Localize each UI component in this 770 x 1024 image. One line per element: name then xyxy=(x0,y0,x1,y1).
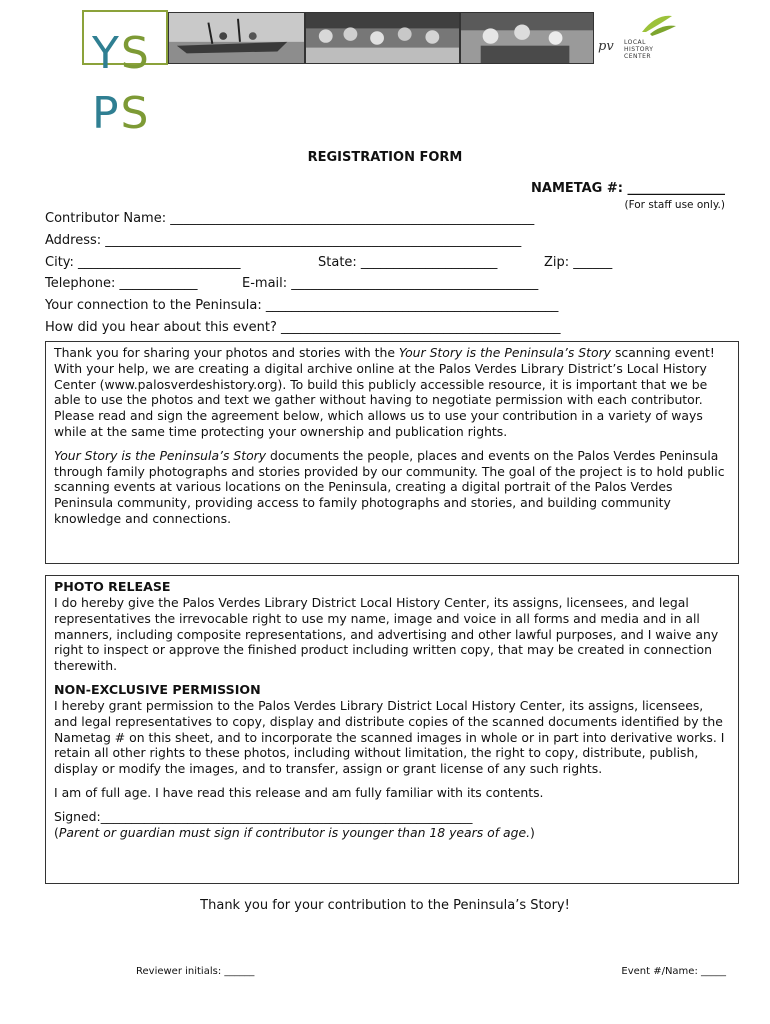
address-field[interactable]: Address: ________________________________________________________________ xyxy=(45,233,522,248)
historic-photo-boat xyxy=(168,12,305,64)
signature-block xyxy=(54,809,730,841)
connection-field[interactable]: Your connection to the Peninsula: _____________________________________________ xyxy=(45,298,559,313)
svg-text:HISTORY: HISTORY xyxy=(624,46,654,53)
intro-paragraph-1: Thank you for sharing your photos and stories with the Your Story is the Peninsula’s Story scanning event! With your help, we are creating a digital archive online at the Palos Verdes Library District’s Local History Center (www.palosverdeshistory.org). To build this publicly accessible resource, it is important that we be able to use the photos and text we gather without having to negotiate permission with each contributor. Please read and sign the agreement below, which allows us to use your contribution in a variety of ways while at the same time protecting your ownership and publication rights. xyxy=(54,345,715,439)
telephone-field[interactable]: Telephone: ____________ xyxy=(45,276,198,291)
guardian-note: (Parent or guardian must sign if contributor is younger than 18 years of age.) xyxy=(54,824,535,840)
historic-photo-group xyxy=(305,12,460,64)
age-statement: I am of full age. I have read this release and am fully familiar with its contents. xyxy=(54,784,544,800)
heard-about-field[interactable]: How did you hear about this event? ___________________________________________ xyxy=(45,320,561,335)
permission-text: I hereby grant permission to the Palos Verdes Library District Local History Center, its assigns, licensees, and legal representatives to copy, display and distribute copies of the scanned documents identified by the Nametag # on this sheet, and to incorporate the scanned images in whole or in part into derivative works. I retain all other rights to these photos, including without limitation, the right to copy, distribute, publish, display or modify the images, and to transfer, assign or grant license of any such rights. xyxy=(54,697,725,777)
svg-text:CENTER: CENTER xyxy=(624,53,652,60)
svg-text:LOCAL: LOCAL xyxy=(624,39,646,46)
historic-photo-family xyxy=(460,12,594,64)
nametag-field[interactable]: NAMETAG #: _______________ xyxy=(531,181,725,196)
zip-field[interactable]: Zip: ______ xyxy=(544,255,613,270)
signature-line[interactable]: Signed:____________________________________________________________ xyxy=(54,808,473,824)
photo-release-text: I do hereby give the Palos Verdes Library District Local History Center, its assigns, licensees, and legal representatives the irrevocable right to use my name, image and voice in all forms and media and in all manners, including composite representations, and advertising and other lawful purposes, and I waive any right to inspect or approve the finished product including written copy, that may be created in connection therewith. xyxy=(54,595,719,674)
release-box xyxy=(45,575,739,884)
intro-box xyxy=(45,341,739,564)
intro-paragraph-2: Your Story is the Peninsula’s Story documents the people, places and events on the Palos Verdes Peninsula through family photographs and stories provided by our community. The goal of the project is to hold public scanning events at various locations on the Peninsula, creating a digital portrait of the Palos Verdes Peninsula community, providing access to family photographs and stories, and building community knowledge and connections. xyxy=(54,447,725,526)
reviewer-initials-field[interactable]: Reviewer initials: ______ xyxy=(136,966,255,977)
email-field[interactable]: E-mail: ______________________________________ xyxy=(242,276,539,291)
ysps-logo-line1: YS xyxy=(92,28,151,79)
state-field[interactable]: State: _____________________ xyxy=(318,255,498,270)
permission-heading: NON-EXCLUSIVE PERMISSION xyxy=(54,681,261,697)
thank-you-line: Thank you for your contribution to the Peninsula’s Story! xyxy=(200,898,570,913)
ysps-logo-line2: PS xyxy=(92,88,151,139)
contributor-name-field[interactable]: Contributor Name: ________________________________________________________ xyxy=(45,211,535,226)
photo-release-heading: PHOTO RELEASE xyxy=(54,579,171,594)
local-history-center-logo xyxy=(596,10,682,65)
event-name-field[interactable]: Event #/Name: _____ xyxy=(621,966,726,977)
form-title: REGISTRATION FORM xyxy=(307,150,463,165)
city-field[interactable]: City: _________________________ xyxy=(45,255,241,270)
svg-text:pv: pv xyxy=(598,39,614,54)
staff-note: (For staff use only.) xyxy=(624,199,725,211)
